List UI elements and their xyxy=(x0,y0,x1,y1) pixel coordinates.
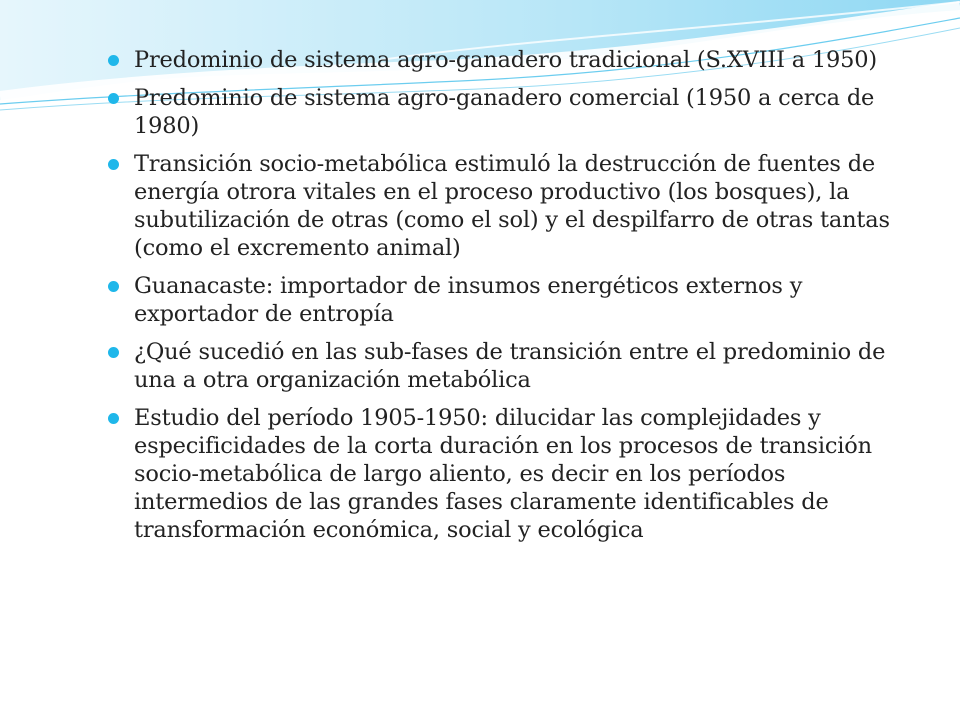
bullet-item xyxy=(104,46,904,74)
bullet-text: Predominio de sistema agro-ganadero tradicional (S.XVIII a 1950) xyxy=(134,47,877,73)
bullet-dot-icon xyxy=(108,281,119,292)
bullet-item xyxy=(104,272,904,328)
bullet-dot-icon xyxy=(108,93,119,104)
bullet-dot-icon xyxy=(108,159,119,170)
bullet-dot-icon xyxy=(108,55,119,66)
bullet-text: Guanacaste: importador de insumos energéticos externos y exportador de entropía xyxy=(134,273,803,327)
bullet-dot-icon xyxy=(108,347,119,358)
bullet-dot-icon xyxy=(108,413,119,424)
bullet-list xyxy=(104,46,904,544)
bullet-text: Transición socio-metabólica estimuló la destrucción de fuentes de energía otrora vitales en el proceso productivo (los bosques), la subutilización de otras (como el sol) y el despilfarro de otras tantas (como el excremento animal) xyxy=(134,151,890,261)
bullet-item xyxy=(104,150,904,262)
slide-content xyxy=(104,46,904,554)
bullet-item xyxy=(104,404,904,544)
bullet-text: Predominio de sistema agro-ganadero comercial (1950 a cerca de 1980) xyxy=(134,85,875,139)
bullet-text: ¿Qué sucedió en las sub-fases de transición entre el predominio de una a otra organización metabólica xyxy=(134,339,886,393)
bullet-text: Estudio del período 1905-1950: dilucidar las complejidades y especificidades de la corta duración en los procesos de transición socio-metabólica de largo aliento, es decir en los períodos intermedios de las grandes fases claramente identificables de transformación económica, social y ecológica xyxy=(134,405,872,543)
bullet-item xyxy=(104,338,904,394)
bullet-item xyxy=(104,84,904,140)
